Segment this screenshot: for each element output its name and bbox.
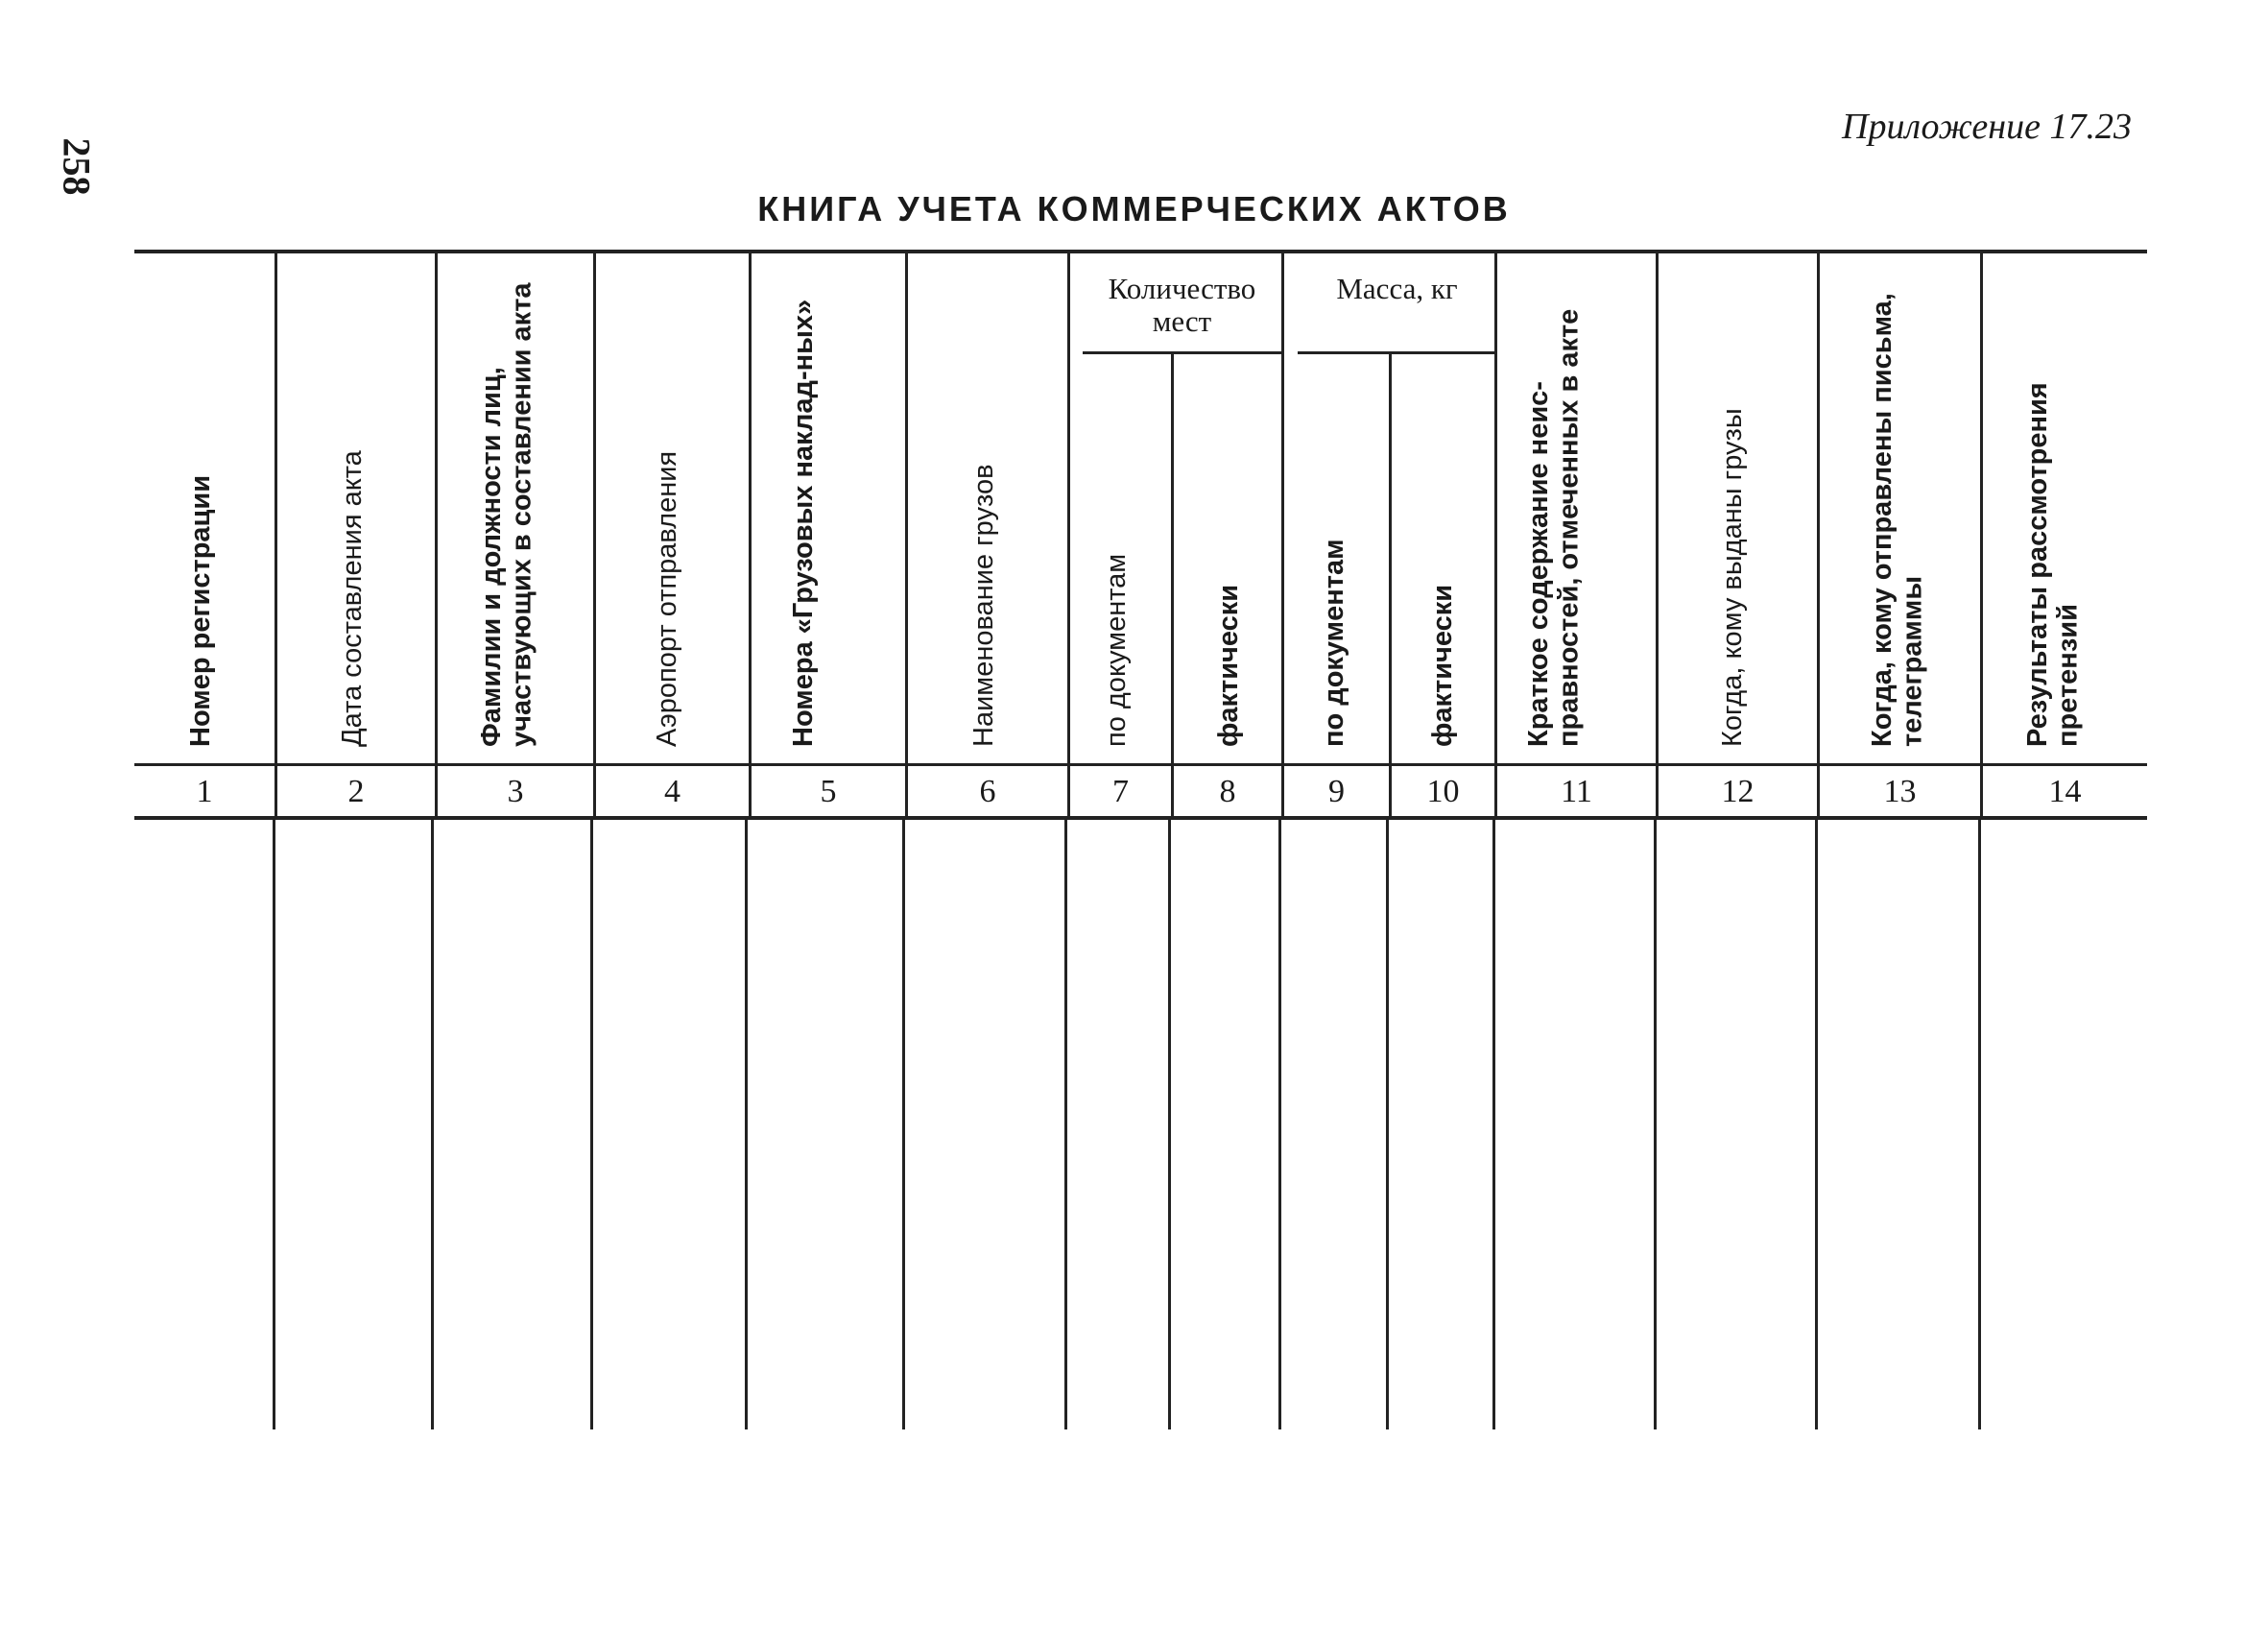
group-header-mass: Масса, кг — [1336, 272, 1458, 305]
body-column-divider — [745, 820, 748, 1429]
page-title: КНИГА УЧЕТА КОММЕРЧЕСКИХ АКТОВ — [757, 189, 1511, 228]
body-column-divider — [1386, 820, 1389, 1429]
column-number: 5 — [820, 774, 837, 809]
body-column-divider — [1978, 820, 1981, 1429]
column-divider — [275, 253, 277, 816]
body-column-divider — [1168, 820, 1171, 1429]
column-divider — [1171, 354, 1174, 816]
column-header: Номер регистрации — [185, 474, 216, 747]
body-column-divider — [1492, 820, 1495, 1429]
column-divider — [1389, 354, 1392, 816]
column-header: Аэропорт отправления — [652, 450, 682, 747]
column-number: 12 — [1721, 774, 1755, 809]
column-number: 6 — [979, 774, 996, 809]
column-header: фактически — [1427, 584, 1458, 747]
body-column-divider — [1654, 820, 1657, 1429]
column-divider — [1980, 253, 1983, 816]
body-column-divider — [1064, 820, 1067, 1429]
page-number: 258 — [55, 137, 99, 196]
column-number: 1 — [196, 774, 213, 809]
column-header: по документам — [1319, 539, 1349, 747]
column-header: Дата составления акта — [337, 450, 368, 747]
column-divider — [435, 253, 438, 816]
column-header: Номера «Грузовых наклад-ных» — [788, 299, 819, 747]
column-number: 14 — [2048, 774, 2082, 809]
column-divider — [593, 253, 596, 816]
column-number: 9 — [1328, 774, 1345, 809]
column-number: 7 — [1112, 774, 1129, 809]
places-group-rule — [1083, 351, 1281, 354]
column-number: 13 — [1883, 774, 1917, 809]
group-header-places: Количество мест — [1108, 272, 1256, 339]
body-column-divider — [273, 820, 275, 1429]
body-column-divider — [1278, 820, 1281, 1429]
column-number: 3 — [507, 774, 524, 809]
column-header: фактически — [1213, 584, 1244, 747]
body-column-divider — [431, 820, 434, 1429]
body-column-divider — [1815, 820, 1818, 1429]
column-header: по документам — [1101, 553, 1132, 747]
column-divider — [1494, 253, 1497, 816]
column-divider — [905, 253, 908, 816]
column-header: Результаты рассмотрения претензий — [2022, 382, 2084, 747]
column-header: Когда, кому отправлены письма, телеграммы — [1867, 293, 1928, 747]
column-divider — [1067, 253, 1070, 816]
column-header: Краткое содержание неис-правностей, отмеченных в акте — [1523, 308, 1585, 747]
column-divider — [749, 253, 752, 816]
table-numbers-bottom-rule — [134, 816, 2147, 820]
column-header: Фамилии и должности лиц, участвующих в составлении акта — [476, 282, 537, 747]
column-number: 10 — [1426, 774, 1460, 809]
column-divider — [1817, 253, 1820, 816]
column-number: 8 — [1219, 774, 1236, 809]
column-divider — [1656, 253, 1659, 816]
column-header: Наименование грузов — [968, 464, 999, 747]
body-column-divider — [902, 820, 905, 1429]
column-number: 4 — [664, 774, 680, 809]
column-number: 2 — [347, 774, 365, 809]
appendix-label: Приложение 17.23 — [1842, 107, 2132, 147]
column-header: Когда, кому выданы грузы — [1717, 408, 1748, 747]
mass-group-rule — [1298, 351, 1496, 354]
column-divider — [1281, 253, 1284, 816]
body-column-divider — [590, 820, 593, 1429]
column-number: 11 — [1561, 774, 1592, 809]
